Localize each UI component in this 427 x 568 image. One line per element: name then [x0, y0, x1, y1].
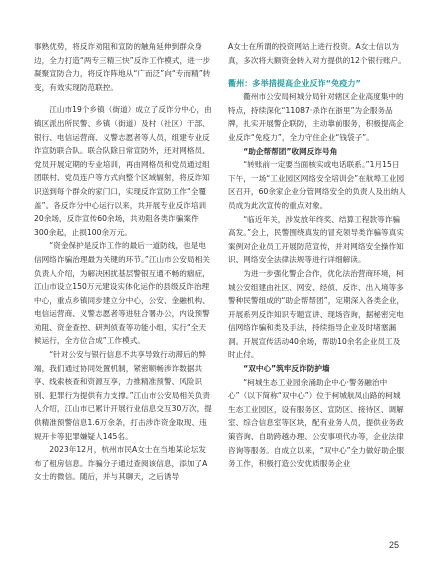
paragraph: A女士在所谓的投资网站上进行投资。A女士信以为真，多次将大额资金转入对方提供的12个银行账户。 — [228, 42, 406, 65]
paragraph: “柯城生态工业园余涌助企中心·警务融治中心”（以下简称“双中心”）位于柯城航凤山路的柯城生态工业园区，设有服务区、宣防区、接待区、调解室、综合信息室等区块，配有业务人员，提供业务政策咨询、自助跨越办理、公安事项代办等，企业法律咨询等服务。自成立以来，“双中心”全力做好助企服务工作，积极打造公安优质服务企业 — [228, 377, 405, 469]
paragraph: “针对公安与银行信息不共享导致行动滞后的弊端，我们通过协同处置机制，紧密顺畅涉诈数据共享、线索核查和资源互享，力推精准预警、风险识别、犯罪行为提供有力支撑。”江山市公安局相关负责人介绍，江山市已累计开展行业信息交互30万次，提供精准预警信息1.6万余条，打击涉诈资金取现、违规开卡等犯罪嫌疑人145名。 — [34, 350, 212, 441]
right-column — [228, 40, 406, 471]
paragraph: “转账前一定要当面核实或电话联系。”1月15日下午，一场“工业园区网络安全培训会”在航埠工业园区召开，60余家企业分管网络安全的负责人及出纳人员成为此次宣传的重点对象。 — [228, 160, 406, 210]
paragraph: 江山市19个乡镇（街道）成立了反诈分中心，由镇区派出所民警、乡镇（街道）及村（社区）干部、银行、电信运营商、义警志愿者等人员，组建专业反诈宣防联合队。联合队除日常宣防外，还对网格员、党员开展定期的专业培训，再由网格员和党员通过组团联村、党员连户等方式向整个区域辐射，将反诈知识送到每个群众的家门口，实现反诈宣防工作“全覆盖”。各反诈分中心运行以来，共开展专业反诈培训20余场，反诈宣传60余场，共劝阻各类诈骗案件300余起，止损100余万元。 — [34, 105, 212, 237]
paragraph: “临近年关，涉发放年终奖、结算工程款等诈骗高发。”会上，民警围绕真发的冒充领导类诈骗等真实案例对企业员工开展防范宣传，并对网络安全操作知识、网络安全法律法规等进行详细解读。 — [228, 214, 404, 265]
subheading: “双中心”筑牢反诈防护墙 — [243, 364, 330, 374]
paragraph: 事熟优势，将反诈劝阻和宣防的触角延伸到群众身边，全力打造“两专三精三快”反诈工作模式，进一步凝聚宣防合力，将反诈阵地从“广而泛”向“专而精”转变，有效实现防范联控。 — [34, 42, 211, 92]
paragraph: 为进一步强化警企合作，优化法治营商环境，柯城公安组建由社区、网安、经侦、反诈、出入境等多警种民警组成的“助企帮帮团”，定期深入各类企业，开展系列反诈知识专题宣讲、现场咨询，据秘密完电信网络诈骗和类及手法，持续指导企业及时堵塞漏洞。开展宣传活动40余场，帮助10余名企业员工及时止付。 — [228, 268, 405, 360]
paragraph: 2023年12月，杭州市民A女士在当地某论坛发布了租房信息。诈骗分子通过查阅该信息，添加了A女士的微信。随后，并与其聊天，之后诱导 — [34, 445, 208, 482]
left-column — [34, 40, 212, 484]
section-title: 衢州：多举措提高企业反诈“免疫力” — [228, 78, 361, 89]
paragraph: 衢州市公安局柯城分局针对辖区企业高度集中的特点，持续深化“11087·杀诈在浙里”为企服务品牌，扎实开展警企联防，主动靠前服务，积极提高企业反诈“免疫力”，全力守住企业“钱袋子”。 — [228, 92, 404, 142]
subheading: “助企帮帮团”收网反诈号角 — [243, 146, 338, 156]
paragraph: “资金保护是反诈工作的最后一道防线，也是电信网络诈骗治理最为关键的环节。”江山市公安局相关负责人介绍，为解决困扰基层警银互通不畅的痼症，江山市设立150万元建设实体化运作的县级反诈治理中心，重点乡镇同步建立分中心，公安、金融机构、电信运营商、义警志愿者等进驻合署办公，内设预警劝阻、资金查控、研判侦查等功能小组，实行“全天候运行，全方位合成”工作模式。 — [34, 241, 210, 346]
page-number: 25 — [389, 540, 400, 550]
